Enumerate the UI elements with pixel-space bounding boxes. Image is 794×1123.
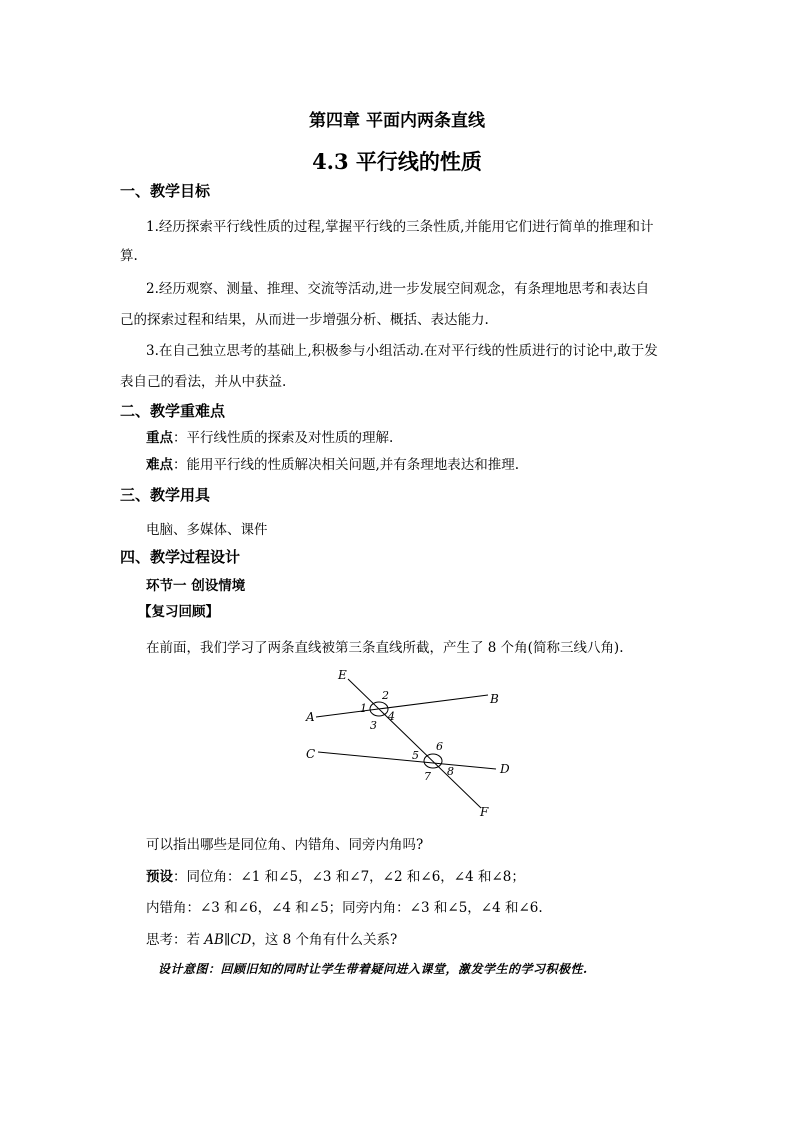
point-label-d: D xyxy=(500,762,510,776)
preset-answer xyxy=(146,866,525,888)
three-lines-eight-angles-figure xyxy=(296,665,526,825)
goal-3-line-2: 表自己的看法，并从中获益. xyxy=(120,374,287,390)
angle-label-5: 5 xyxy=(412,749,419,762)
goal-3-line-1: 3.在自己独立思考的基础上,积极参与小组活动.在对平行线的性质进行的讨论中,敢于发 xyxy=(146,343,658,359)
difficult-point-label: 难点 xyxy=(146,457,173,473)
think-prefix: 思考：若 xyxy=(146,932,205,948)
preset-text: ：同位角：∠1 和∠5，∠3 和∠7，∠2 和∠6，∠4 和∠8； xyxy=(173,869,525,885)
think-suffix: ，这 8 个角有什么关系? xyxy=(251,932,398,948)
angle-label-1: 1 xyxy=(360,702,367,715)
section-heading-key-points: 二、教学重难点 xyxy=(120,402,226,420)
page-title: 4.3 平行线的性质 xyxy=(312,149,482,174)
angle-label-7: 7 xyxy=(424,770,431,783)
angle-label-6: 6 xyxy=(436,740,443,753)
angle-label-3: 3 xyxy=(370,719,377,732)
goal-2-line-2: 己的探索过程和结果，从而进一步增强分析、概括、表达能力. xyxy=(120,312,489,328)
question-text: 可以指出哪些是同位角、内错角、同旁内角吗? xyxy=(146,837,424,853)
section-heading-tools: 三、教学用具 xyxy=(120,486,211,504)
angle-label-4: 4 xyxy=(388,710,395,723)
key-point-label: 重点 xyxy=(146,430,173,446)
point-label-e: E xyxy=(338,668,347,682)
inner-angles-text: 内错角：∠3 和∠6，∠4 和∠5；同旁内角：∠3 和∠5，∠4 和∠6. xyxy=(146,900,543,916)
point-label-c: C xyxy=(306,747,316,761)
goal-2-line-1: 2.经历观察、测量、推理、交流等活动,进一步发展空间观念，有条理地思考和表达自 xyxy=(146,281,650,297)
review-heading: 【复习回顾】 xyxy=(138,604,219,620)
section-heading-process: 四、教学过程设计 xyxy=(120,548,241,566)
think-math: AB∥CD xyxy=(204,932,252,948)
angle-label-8: 8 xyxy=(447,765,454,778)
goal-1-line-2: 算. xyxy=(120,248,138,264)
section-heading-goals: 一、教学目标 xyxy=(120,182,211,200)
design-intent-note: 设计意图：回顾旧知的同时让学生带着疑问进入课堂，激发学生的学习积极性. xyxy=(158,962,588,976)
step-1-heading: 环节一 创设情境 xyxy=(146,578,246,594)
difficult-point xyxy=(146,454,519,476)
think-question xyxy=(146,929,397,951)
point-label-f: F xyxy=(480,805,489,819)
point-label-b: B xyxy=(490,692,499,706)
line-ab xyxy=(316,695,488,717)
intro-text: 在前面，我们学习了两条直线被第三条直线所截，产生了 8 个角(简称三线八角). xyxy=(146,640,624,656)
key-point-text: ：平行线性质的探索及对性质的理解. xyxy=(173,430,394,446)
chapter-heading: 第四章 平面内两条直线 xyxy=(309,111,485,131)
goal-1-line-1: 1.经历探索平行线性质的过程,掌握平行线的三条性质,并能用它们进行简单的推理和计 xyxy=(146,219,654,235)
key-point xyxy=(146,427,393,449)
line-cd xyxy=(318,752,496,769)
preset-label: 预设 xyxy=(146,869,173,885)
angle-label-2: 2 xyxy=(382,689,389,702)
difficult-point-text: ：能用平行线的性质解决相关问题,并有条理地表达和推理. xyxy=(173,457,520,473)
point-label-a: A xyxy=(306,710,315,724)
tools-list: 电脑、多媒体、课件 xyxy=(146,522,268,538)
